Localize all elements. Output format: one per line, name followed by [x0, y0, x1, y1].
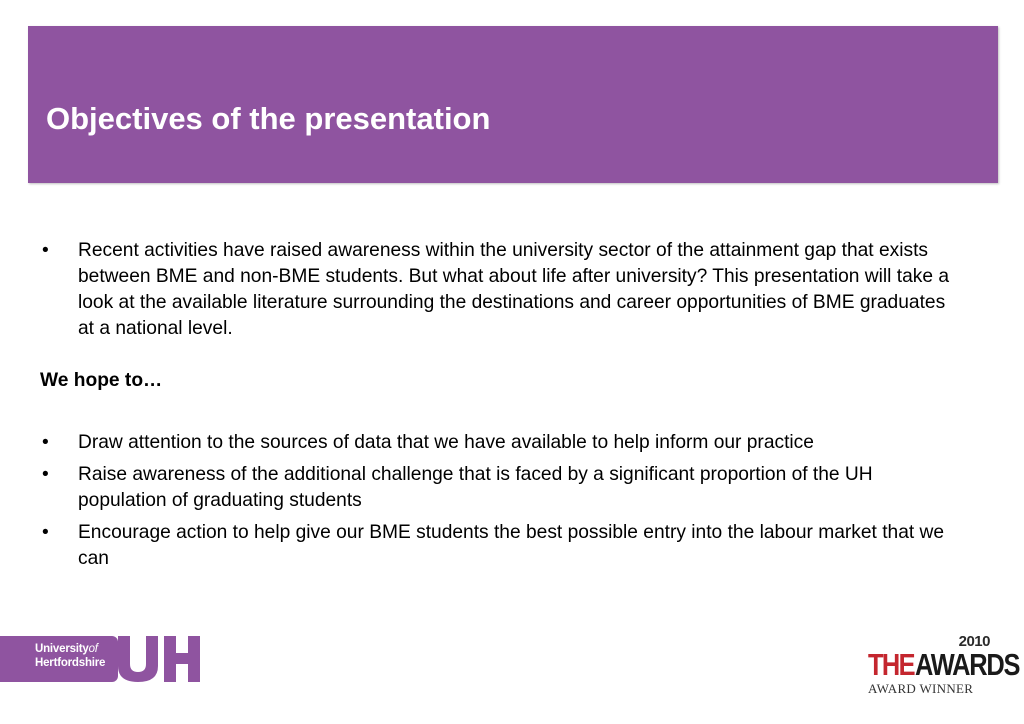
- university-logo: [0, 636, 200, 682]
- uh-monogram-icon: [112, 636, 202, 682]
- award-year: 2010: [958, 633, 990, 650]
- slide-title: Objectives of the presentation: [46, 101, 491, 136]
- intro-list: [40, 238, 960, 342]
- subheading: We hope to…: [40, 370, 163, 391]
- aim-bullet-1: • Draw attention to the sources of data that we have available to help inform our practice: [40, 430, 960, 456]
- aim-bullet-3: • Encourage action to help give our BME students the best possible entry into the labour market that we can: [40, 520, 960, 572]
- logo-text-university: University: [35, 643, 89, 655]
- logo-text-of: of: [88, 643, 98, 655]
- award-winner: AWARD WINNER: [868, 681, 974, 696]
- award-the: THE: [868, 647, 914, 682]
- award-awards: AWARDS: [915, 647, 1020, 682]
- intro-bullet: • Recent activities have raised awareness within the university sector of the attainment gap that exists between BME and non-BME students. But what about life after university? This presentation will take a look at the available literature surrounding the destinations and career opportunities of BME graduates at a national level.: [40, 238, 960, 342]
- aim-bullet-2: • Raise awareness of the additional challenge that is faced by a significant proportion of the UH population of graduating students: [40, 462, 960, 514]
- slide-body: [40, 238, 960, 572]
- logo-university-name: [35, 642, 105, 670]
- logo-text-hertfordshire: Hertfordshire: [35, 657, 106, 669]
- aims-list: [40, 430, 960, 572]
- awards-logo: [866, 633, 1020, 697]
